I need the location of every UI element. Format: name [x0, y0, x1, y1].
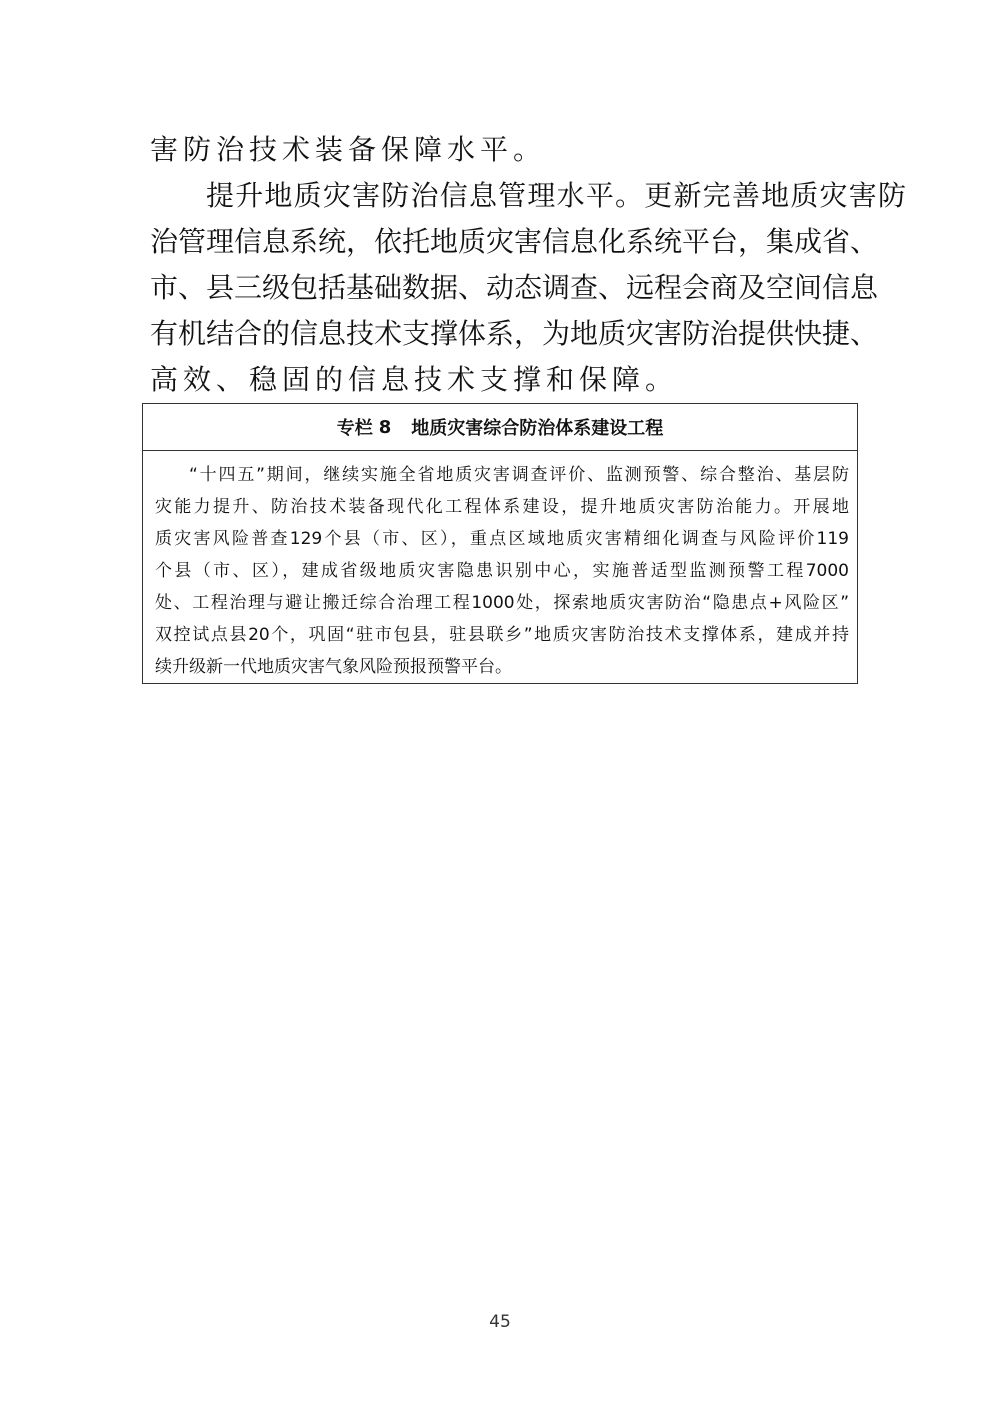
- column-box-number: 8: [378, 416, 392, 438]
- paragraph-line: 提升地质灾害防治信息管理水平。更新完善地质灾害防: [206, 179, 906, 212]
- paragraph-line: 有机结合的信息技术支撑体系，为地质灾害防治提供快捷、: [150, 317, 879, 350]
- column-box-line: 双控试点县20个，巩固“驻市包县，驻县联乡”地质灾害防治技术支撑体系，建成并持: [155, 625, 849, 645]
- paragraph-line: 市、县三级包括基础数据、动态调查、远程会商及空间信息: [150, 271, 879, 304]
- column-box-label: 专栏: [336, 418, 373, 439]
- paragraph-line: 治管理信息系统，依托地质灾害信息化系统平台，集成省、: [150, 225, 879, 258]
- paragraph-line: 害防治技术装备保障水平。: [150, 133, 547, 166]
- column-box-line: “十四五”期间，继续实施全省地质灾害调查评价、监测预警、综合整治、基层防: [189, 465, 849, 485]
- page-number: 45: [489, 1312, 511, 1332]
- column-box-line: 处、工程治理与避让搬迁综合治理工程1000处，探索地质灾害防治“隐患点+风险区”: [155, 593, 849, 613]
- column-box-heading: 地质灾害综合防治体系建设工程: [411, 418, 664, 439]
- column-box-line: 续升级新一代地质灾害气象风险预报预警平台。: [155, 657, 512, 677]
- paragraph-line: 高效、稳固的信息技术支撑和保障。: [150, 363, 679, 396]
- column-box-line: 灾能力提升、防治技术装备现代化工程体系建设，提升地质灾害防治能力。开展地: [155, 497, 849, 517]
- column-box-line: 质灾害风险普查129个县（市、区），重点区域地质灾害精细化调查与风险评价119: [155, 529, 849, 549]
- column-box: [142, 403, 858, 684]
- column-box-title: [143, 404, 857, 451]
- column-box-line: 个县（市、区），建成省级地质灾害隐患识别中心，实施普适型监测预警工程7000: [155, 561, 849, 581]
- column-box-body: [143, 451, 857, 683]
